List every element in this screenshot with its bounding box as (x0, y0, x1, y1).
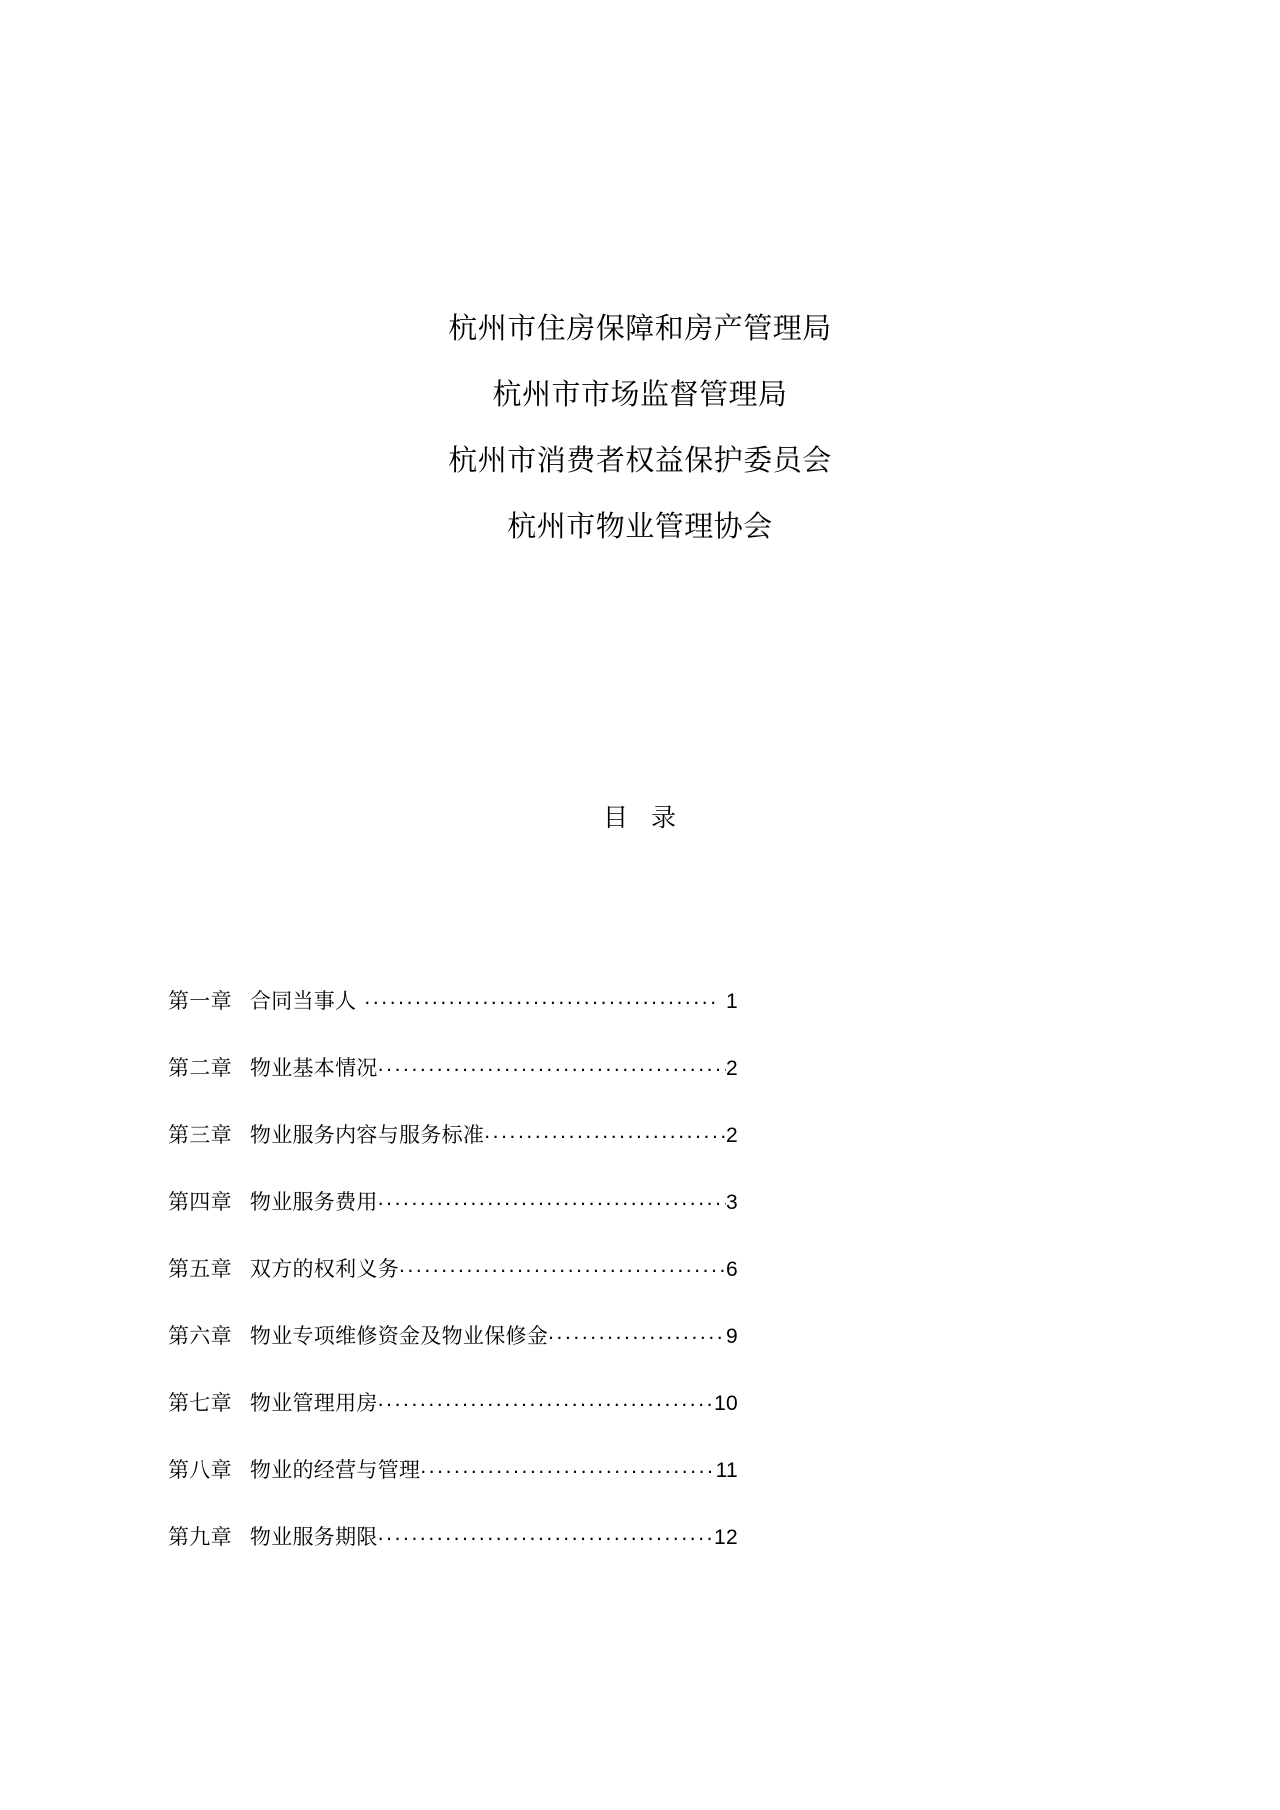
toc-entry[interactable] (168, 1437, 738, 1504)
toc-heading-char-left: 目 (602, 804, 629, 832)
issuing-authority-block (0, 296, 1280, 560)
authority-line-1: 杭州市住房保障和房产管理局 (448, 313, 832, 345)
toc-entry-page-number: 10 (714, 1392, 738, 1415)
toc-entry-chapter: 第二章 (168, 1057, 232, 1080)
table-of-contents-list (168, 968, 738, 1571)
toc-entry-page-number: 11 (715, 1459, 738, 1482)
toc-entry-page-number: 2 (726, 1124, 738, 1147)
toc-entry-chapter: 第一章 (168, 990, 232, 1013)
toc-entry-dot-leader (378, 1188, 726, 1209)
toc-entry[interactable] (168, 1169, 738, 1236)
toc-heading-char-right: 录 (651, 804, 678, 832)
toc-entry-dot-leader (364, 987, 717, 1008)
toc-entry-dot-leader (420, 1456, 715, 1477)
authority-line-4: 杭州市物业管理协会 (507, 511, 773, 543)
toc-entry-chapter: 第七章 (168, 1392, 232, 1415)
authority-line-3: 杭州市消费者权益保护委员会 (448, 445, 832, 477)
toc-entry[interactable] (168, 968, 738, 1035)
toc-entry-page-number: 9 (726, 1325, 738, 1348)
toc-entry-title: 合同当事人 (249, 990, 357, 1013)
toc-entry-page-number: 12 (714, 1526, 738, 1549)
toc-entry[interactable] (168, 1370, 738, 1437)
toc-entry-title: 物业服务期限 (249, 1526, 378, 1549)
toc-entry-dot-leader (484, 1121, 726, 1142)
toc-entry-dot-leader (378, 1389, 714, 1410)
toc-entry-title: 物业专项维修资金及物业保修金 (249, 1325, 549, 1348)
toc-entry-title: 物业服务内容与服务标准 (249, 1124, 485, 1147)
toc-entry-chapter: 第四章 (168, 1191, 232, 1214)
toc-entry-dot-leader (378, 1523, 714, 1544)
toc-entry-chapter: 第八章 (168, 1459, 232, 1482)
toc-entry-chapter: 第三章 (168, 1124, 232, 1147)
toc-entry-chapter: 第六章 (168, 1325, 232, 1348)
toc-entry[interactable] (168, 1504, 738, 1571)
toc-entry[interactable] (168, 1303, 738, 1370)
toc-entry[interactable] (168, 1236, 738, 1303)
toc-entry-title: 物业的经营与管理 (249, 1459, 421, 1482)
toc-entry-page-number: 6 (726, 1258, 738, 1281)
toc-entry-page-number: 1 (726, 990, 738, 1013)
toc-entry-page-number: 2 (726, 1057, 738, 1080)
toc-entry-title: 物业管理用房 (249, 1392, 378, 1415)
toc-entry[interactable] (168, 1102, 738, 1169)
table-of-contents-heading (0, 798, 1280, 834)
toc-entry-title: 双方的权利义务 (249, 1258, 400, 1281)
toc-entry-page-number: 3 (726, 1191, 738, 1214)
toc-entry-chapter: 第九章 (168, 1526, 232, 1549)
toc-entry-dot-leader (378, 1054, 726, 1075)
authority-line-2: 杭州市市场监督管理局 (492, 379, 788, 411)
toc-entry[interactable] (168, 1035, 738, 1102)
toc-entry-chapter: 第五章 (168, 1258, 232, 1281)
toc-entry-title: 物业基本情况 (249, 1057, 378, 1080)
toc-entry-title: 物业服务费用 (249, 1191, 378, 1214)
toc-entry-dot-leader (548, 1322, 726, 1343)
toc-entry-dot-leader (399, 1255, 726, 1276)
